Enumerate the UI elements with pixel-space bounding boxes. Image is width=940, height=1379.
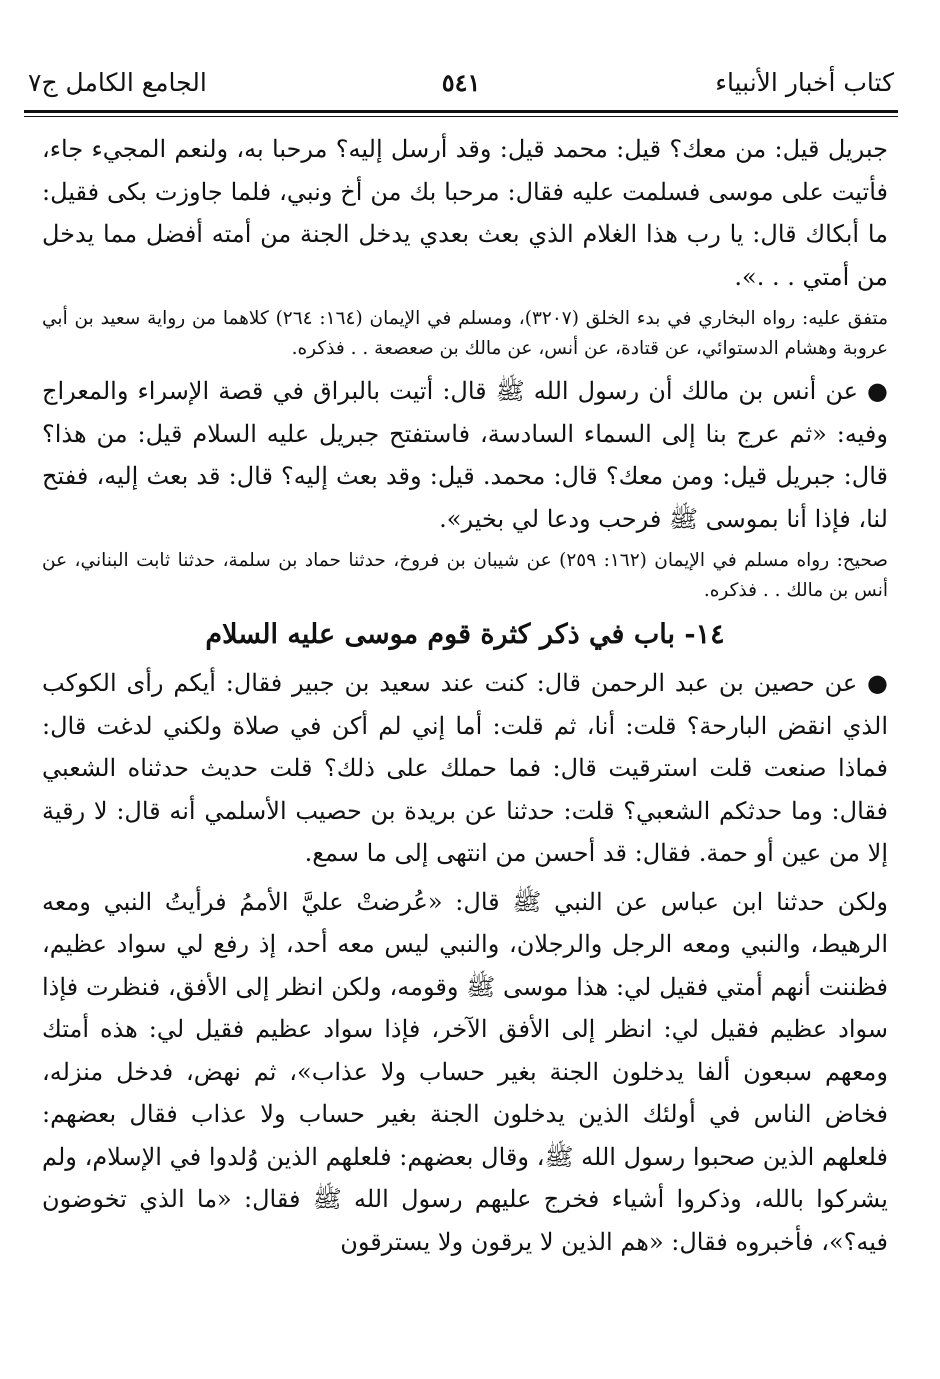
page-number: ٥٤١ [441,67,481,97]
chapter-heading: ١٤- باب في ذكر كثرة قوم موسى عليه السلام [205,619,725,650]
page-body [42,128,888,1263]
footnote-takhrij-1: متفق عليه: رواه البخاري في بدء الخلق (٣٢٠٧)، ومسلم في الإيمان (١٦٤: ٢٦٤) كلاهما من رواية سعيد بن أبي عروبة وهشام الدستوائي، عن قتادة، عن أنس، عن مالك بن صعصعة . . فذكره. [42,308,888,359]
header-rule-thin [24,116,898,117]
header-rule-thick [24,110,898,113]
footnote-takhrij-2: صحيح: رواه مسلم في الإيمان (١٦٢: ٢٥٩) عن شيبان بن فروخ، حدثنا حماد بن سلمة، حدثنا ثابت البناني، عن أنس بن مالك . . فذكره. [42,550,888,601]
running-title-left: الجامع الكامل ج٧ [28,67,207,97]
running-title-right: كتاب أخبار الأنبياء [715,67,894,97]
paragraph-hadith-husayn: ● عن حصين بن عبد الرحمن قال: كنت عند سعيد بن جبير فقال: أيكم رأى الكوكب الذي انقض البارحة؟ قلت: أنا، ثم قلت: أما إني لم أكن في صلاة ولكني لدغت قال: فماذا صنعت قلت استرقيت قال: فما حملك على ذلك؟ قلت حديث حدثناه الشعبي فقال: وما حدثكم الشعبي؟ قلت: حدثنا عن بريدة بن حصيب الأسلمي أنه قال: لا رقية إلا من عين أو حمة. فقال: قد أحسن من انتهى إلى ما سمع. [42,669,889,867]
page-header [28,62,894,102]
paragraph-hadith-continuation: جبريل قيل: من معك؟ قيل: محمد قيل: وقد أرسل إليه؟ مرحبا به، ولنعم المجيء جاء، فأتيت على موسى فسلمت عليه فقال: مرحبا بك من أخ ونبي، فلما جاوزت بكى فقيل: ما أبكاك قال: يا رب هذا الغلام الذي بعث بعدي يدخل الجنة من أمته أفضل مما يدخل من أمتي . . .». [42,135,888,291]
paragraph-hadith-anas: ● عن أنس بن مالك أن رسول الله ﷺ قال: أتيت بالبراق في قصة الإسراء والمعراج وفيه: «ثم عرج بنا إلى السماء السادسة، فاستفتح جبريل عليه السلام قيل: من هذا؟ قال: جبريل قيل: ومن معك؟ قال: محمد. قيل: وقد بعث إليه؟ قال: قد بعث إليه، ففتح لنا، فإذا أنا بموسى ﷺ فرحب ودعا لي بخير». [42,377,888,533]
paragraph-hadith-ibn-abbas: ولكن حدثنا ابن عباس عن النبي ﷺ قال: «عُرضتْ عليَّ الأممُ فرأيتُ النبي ومعه الرهيط، والنبي ومعه الرجل والرجلان، والنبي ليس معه أحد، إذ رفع لي سواد عظيم، فظننت أنهم أمتي فقيل لي: هذا موسى ﷺ وقومه، ولكن انظر إلى الأفق، فنظرت فإذا سواد عظيم فقيل لي: انظر إلى الأفق الآخر، فإذا سواد عظيم فقيل لي: هذه أمتك ومعهم سبعون ألفا يدخلون الجنة بغير حساب ولا عذاب»، ثم نهض، فدخل منزله، فخاض الناس في أولئك الذين يدخلون الجنة بغير حساب ولا عذاب فقال بعضهم: فلعلهم الذين صحبوا رسول الله ﷺ، وقال بعضهم: فلعلهم الذين وُلدوا في الإسلام، ولم يشركوا بالله، وذكروا أشياء فخرج عليهم رسول الله ﷺ فقال: «ما الذي تخوضون فيه؟»، فأخبروه فقال: «هم الذين لا يرقون ولا يسترقون [42,887,888,1256]
